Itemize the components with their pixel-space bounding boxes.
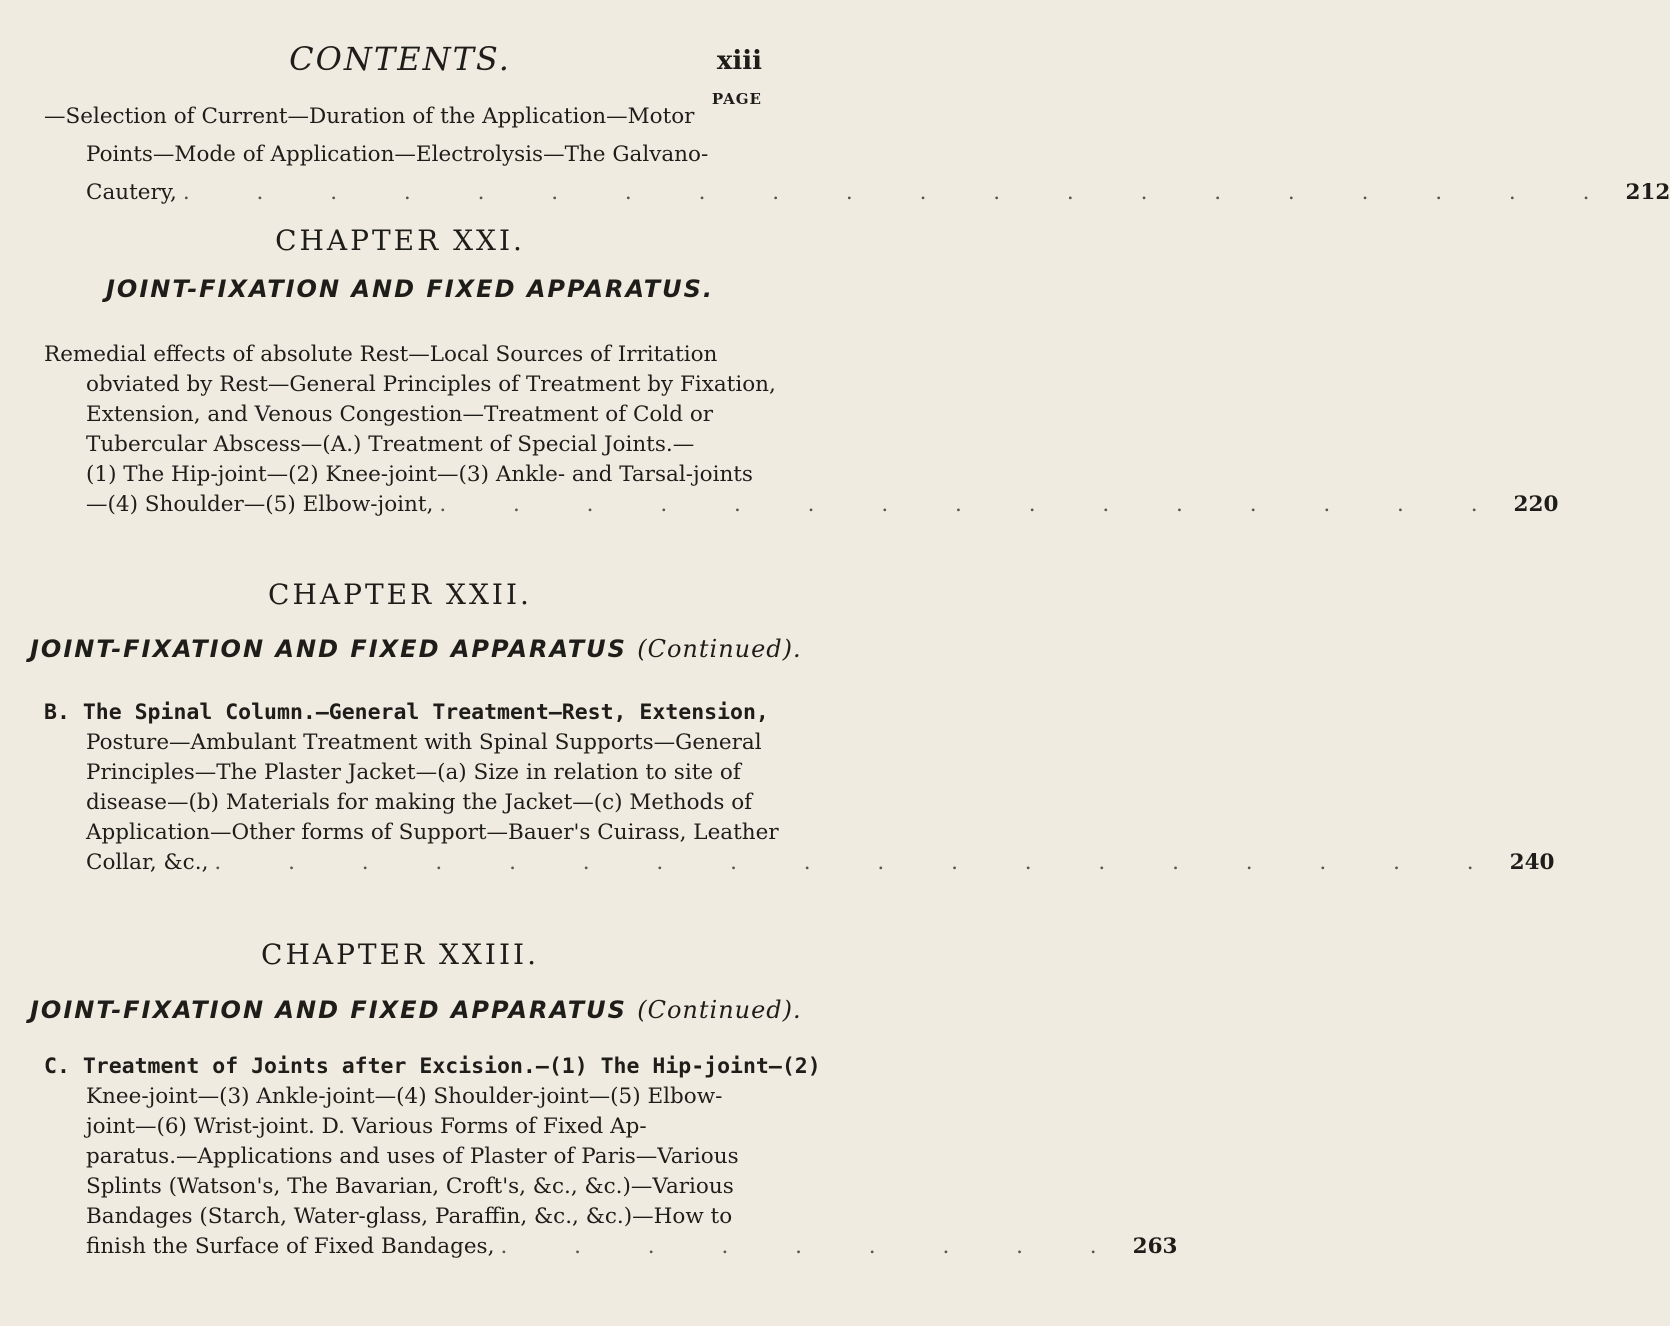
page-number: 263 — [1132, 1234, 1178, 1259]
page-number: 220 — [1513, 492, 1559, 517]
entry-line: Splints (Watson's, The Bavarian, Croft's, &c., &c.)—Various — [86, 1174, 734, 1199]
entry-line: paratus.—Applications and uses of Plaster of Paris—Various — [86, 1144, 739, 1169]
entry-line: Tubercular Abscess—(A.) Treatment of Special Joints.— — [86, 432, 695, 457]
chapter-heading: CHAPTER XXI. — [275, 224, 525, 257]
toc-entry-continued — [44, 102, 1670, 208]
entry-line-last — [44, 490, 1559, 520]
running-header — [0, 40, 800, 80]
chapter-continued: (Continued). — [637, 996, 802, 1024]
chapter-title-text: JOINT-FIXATION AND FIXED APPARATUS — [30, 635, 627, 663]
chapter-heading: CHAPTER XXIII. — [261, 938, 539, 971]
entry-line: Remedial effects of absolute Rest—Local Sources of Irritation — [44, 342, 718, 367]
toc-entry-ch22 — [44, 698, 1555, 878]
entry-line-last — [44, 1232, 1178, 1262]
entry-line: Points—Mode of Application—Electrolysis—The Galvano- — [86, 142, 709, 167]
leader-dots: . . . . . . . . . . . . . . . . . . . . — [182, 180, 1620, 205]
chapter-title — [30, 275, 790, 303]
chapter-title-text: JOINT-FIXATION AND FIXED APPARATUS — [30, 996, 627, 1024]
running-title: CONTENTS. — [289, 40, 511, 78]
entry-line: (1) The Hip-joint—(2) Knee-joint—(3) Ankle- and Tarsal-joints — [86, 462, 753, 487]
leader-dots: . . . . . . . . . — [500, 1234, 1127, 1259]
toc-entry-ch21 — [44, 340, 1559, 520]
chapter-continued: (Continued). — [637, 635, 802, 663]
toc-entry-ch23 — [44, 1052, 1178, 1262]
entry-line: Principles—The Plaster Jacket—(a) Size in relation to site of — [86, 760, 741, 785]
chapter-title — [30, 635, 802, 663]
entry-text: Cautery, — [86, 180, 177, 205]
entry-line: —Selection of Current—Duration of the Application—Motor — [44, 104, 695, 129]
page-column-label: PAGE — [711, 90, 762, 108]
entry-line: obviated by Rest—General Principles of Treatment by Fixation, — [86, 372, 776, 397]
entry-line: joint—(6) Wrist-joint. D. Various Forms of Fixed Ap- — [86, 1114, 647, 1139]
chapter-heading: CHAPTER XXII. — [268, 578, 532, 611]
chapter-title-text: JOINT-FIXATION AND FIXED APPARATUS. — [106, 275, 714, 303]
entry-text: Collar, &c., — [86, 850, 209, 875]
entry-text: finish the Surface of Fixed Bandages, — [86, 1234, 495, 1259]
entry-line: Posture—Ambulant Treatment with Spinal Supports—General — [86, 730, 762, 755]
entry-line-last — [44, 178, 1670, 208]
entry-line: Application—Other forms of Support—Bauer's Cuirass, Leather — [86, 820, 779, 845]
chapter-title — [30, 996, 802, 1024]
entry-line: Extension, and Venous Congestion—Treatment of Cold or — [86, 402, 714, 427]
entry-line: Bandages (Starch, Water-glass, Paraffin, &c., &c.)—How to — [86, 1204, 733, 1229]
entry-line: Knee-joint—(3) Ankle-joint—(4) Shoulder-joint—(5) Elbow- — [86, 1084, 723, 1109]
entry-line: C. Treatment of Joints after Excision.—(1) The Hip-joint—(2) — [44, 1054, 821, 1079]
page-number: 212 — [1625, 180, 1670, 205]
page-folio: xiii — [716, 46, 762, 76]
page-number: 240 — [1509, 850, 1555, 875]
leader-dots: . . . . . . . . . . . . . . . — [439, 492, 1508, 517]
leader-dots: . . . . . . . . . . . . . . . . . . — [214, 850, 1504, 875]
entry-line: B. The Spinal Column.—General Treatment—Rest, Extension, — [44, 700, 769, 725]
entry-line: disease—(b) Materials for making the Jacket—(c) Methods of — [86, 790, 753, 815]
entry-text: —(4) Shoulder—(5) Elbow-joint, — [86, 492, 434, 517]
entry-line-last — [44, 848, 1555, 878]
